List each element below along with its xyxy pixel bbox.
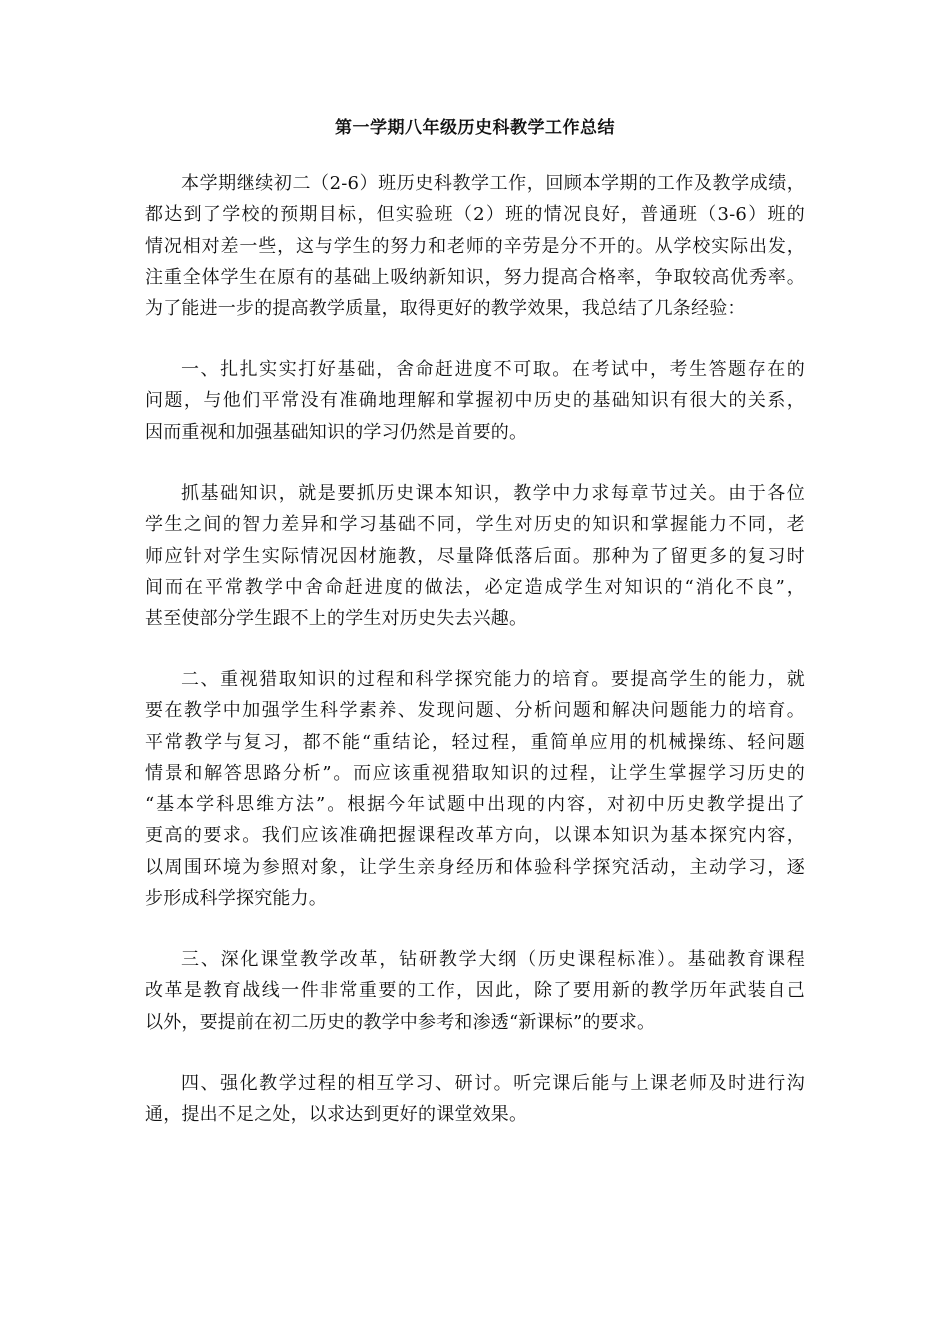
paragraph-point-four <box>145 1068 805 1131</box>
paragraph-point-one <box>145 354 805 448</box>
paragraph-line: 本学期继续初二（2-6）班历史科教学工作，回顾本学期的工作及教学成绩， <box>181 173 805 194</box>
paragraph-basics <box>145 478 805 634</box>
paragraph-line: 学生之间的智力差异和学习基础不同，学生对历史的知识和掌握能力不同，老 <box>145 514 805 536</box>
paragraph-line: 三、深化课堂教学改革，钻研教学大纲（历史课程标准）。基础教育课程 <box>181 949 805 970</box>
paragraph-line: 都达到了学校的预期目标，但实验班（2）班的情况良好，普通班（3-6）班的 <box>145 204 805 226</box>
paragraph-point-three <box>145 944 805 1038</box>
paragraph-line: 情况相对差一些，这与学生的努力和老师的辛劳是分不开的。从学校实际出发， <box>145 235 805 257</box>
paragraph-line: 甚至使部分学生跟不上的学生对历史失去兴趣。 <box>145 608 528 630</box>
paragraph-line: 更高的要求。我们应该准确把握课程改革方向，以课本知识为基本探究内容， <box>145 825 805 847</box>
paragraph-line: 改革是教育战线一件非常重要的工作，因此，除了要用新的教学历年武装自己 <box>145 980 805 1002</box>
paragraph-line: 平常教学与复习，都不能“重结论，轻过程，重简单应用的机械操练、轻问题 <box>145 731 805 753</box>
paragraph-line: 因而重视和加强基础知识的学习仍然是首要的。 <box>145 421 528 443</box>
paragraph-line: 师应针对学生实际情况因材施教，尽量降低落后面。那种为了留更多的复习时 <box>145 545 805 567</box>
paragraph-line: 以周围环境为参照对象，让学生亲身经历和体验科学探究活动，主动学习，逐 <box>145 856 805 878</box>
paragraph-line: 间而在平常教学中舍命赶进度的做法，必定造成学生对知识的“消化不良”， <box>145 576 805 598</box>
paragraph-point-two <box>145 664 805 914</box>
paragraph-line: 步形成科学探究能力。 <box>145 888 327 910</box>
paragraph-line: 通，提出不足之处，以求达到更好的课堂效果。 <box>145 1104 528 1126</box>
paragraph-line: 问题，与他们平常没有准确地理解和掌握初中历史的基础知识有很大的关系， <box>145 390 805 412</box>
paragraph-intro <box>145 168 805 324</box>
paragraph-line: 要在教学中加强学生科学素养、发现问题、分析问题和解决问题能力的培育。 <box>145 700 805 722</box>
paragraph-line: 抓基础知识，就是要抓历史课本知识，教学中力求每章节过关。由于各位 <box>181 483 805 504</box>
paragraph-line: 注重全体学生在原有的基础上吸纳新知识，努力提高合格率，争取较高优秀率。 <box>145 266 805 288</box>
paragraph-line: 情景和解答思路分析”。而应该重视猎取知识的过程，让学生掌握学习历史的 <box>145 762 805 784</box>
paragraph-line: 四、强化教学过程的相互学习、研讨。听完课后能与上课老师及时进行沟 <box>181 1073 805 1094</box>
document-title: 第一学期八年级历史科教学工作总结 <box>335 118 615 138</box>
paragraph-line: 为了能进一步的提高教学质量，取得更好的教学效果，我总结了几条经验： <box>145 298 746 320</box>
paragraph-line: 二、重视猎取知识的过程和科学探究能力的培育。要提高学生的能力，就 <box>181 669 805 690</box>
paragraph-line: “基本学科思维方法”。根据今年试题中出现的内容，对初中历史教学提出了 <box>145 794 805 816</box>
paragraph-line: 一、扎扎实实打好基础，舍命赶进度不可取。在考试中，考生答题存在的 <box>181 359 805 380</box>
paragraph-line: 以外，要提前在初二历史的教学中参考和渗透“新课标”的要求。 <box>145 1011 656 1033</box>
